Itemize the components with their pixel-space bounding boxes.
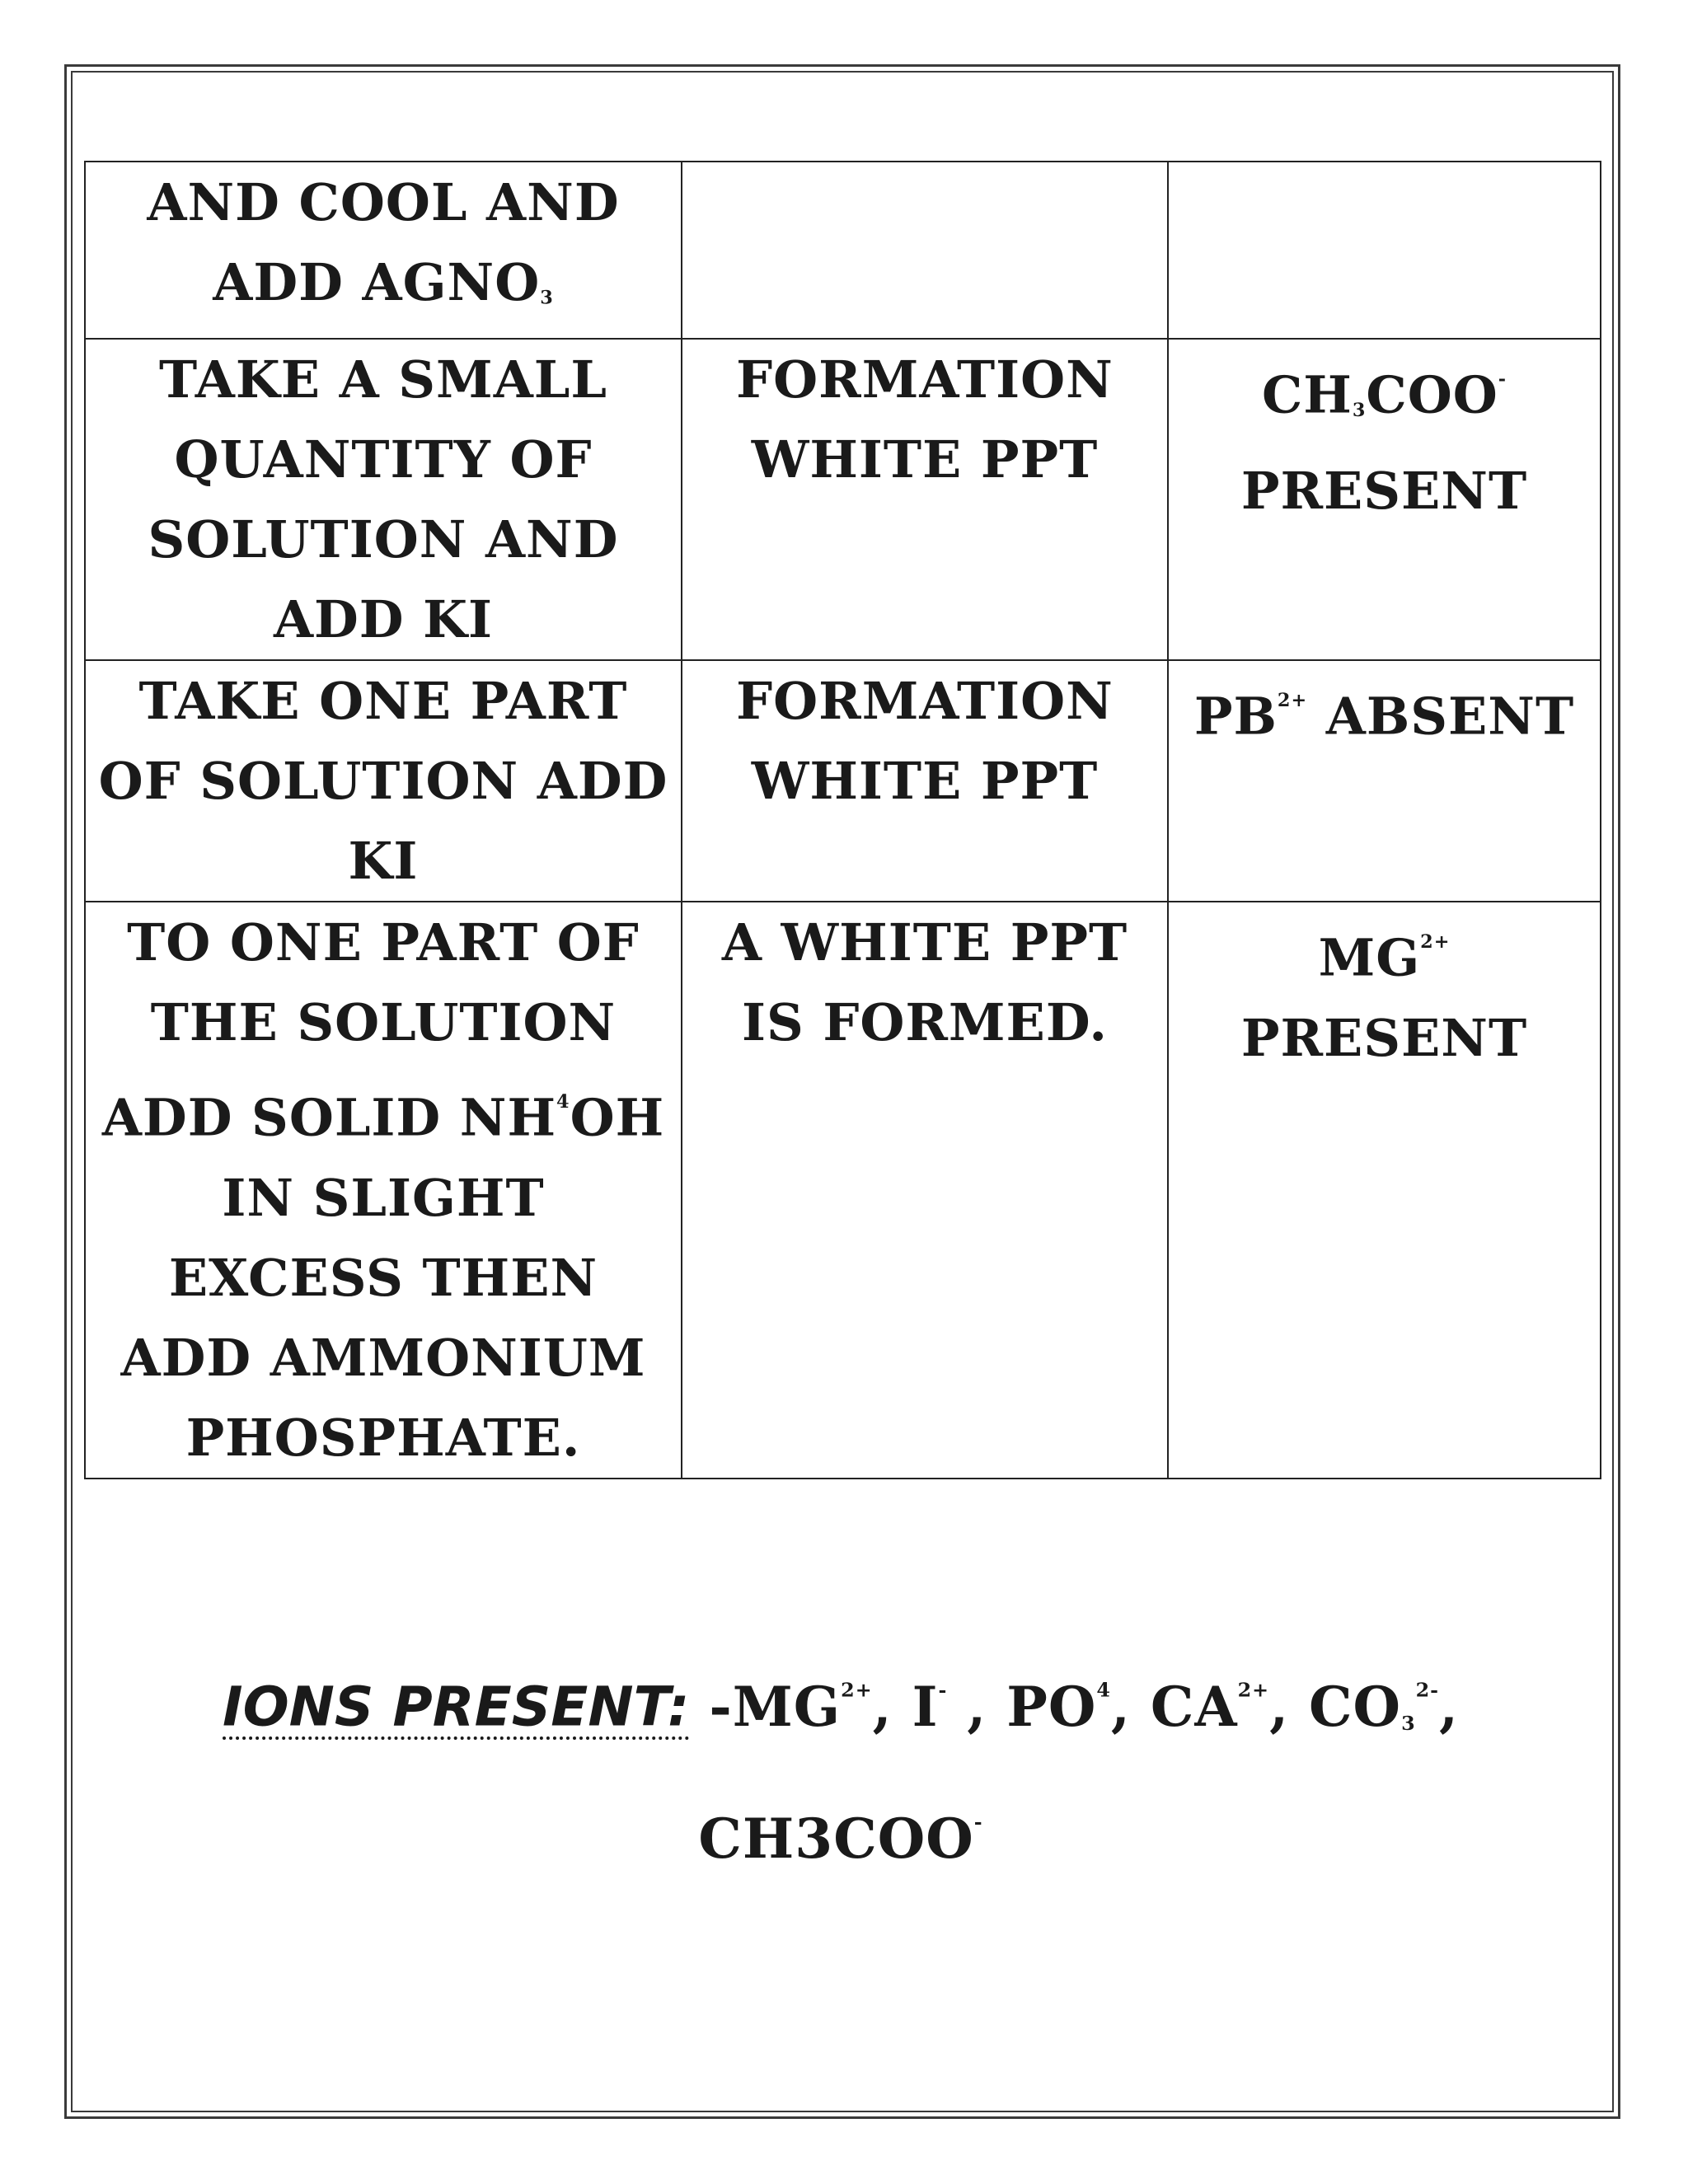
table-row <box>85 660 1601 902</box>
inference-text: PRESENT <box>1240 461 1528 522</box>
observation-text: FORMATION WHITE PPT <box>736 349 1114 490</box>
ions-present-label: IONS PRESENT: <box>223 1675 690 1739</box>
table-row <box>85 339 1601 660</box>
subscript: 3 <box>1352 400 1367 422</box>
results-table <box>84 161 1601 1479</box>
experiment-text: OH IN SLIGHT EXCESS THEN ADD AMMONIUM PHOSPHATE. <box>120 1087 665 1468</box>
superscript: 2+ <box>1277 690 1308 712</box>
inference-cell <box>1168 162 1601 339</box>
table-row <box>85 162 1601 339</box>
experiment-text: TAKE A SMALL QUANTITY OF SOLUTION AND ADD KI <box>148 349 619 650</box>
table-row <box>85 902 1601 1478</box>
experiment-text: TO ONE PART OF THE SOLUTION ADD SOLID NH <box>101 912 640 1148</box>
superscript: 2+ <box>841 1678 873 1701</box>
observation-cell <box>682 162 1168 339</box>
observation-cell <box>682 339 1168 660</box>
superscript: - <box>938 1678 948 1701</box>
ion-po: PO <box>1006 1674 1097 1739</box>
observation-text: FORMATION WHITE PPT <box>736 671 1114 812</box>
ion-mg: MG <box>732 1674 842 1739</box>
experiment-cell <box>85 902 682 1478</box>
experiment-cell <box>85 660 682 902</box>
observation-cell <box>682 902 1168 1478</box>
superscript: 2+ <box>1237 1678 1270 1701</box>
separator: , <box>1269 1674 1310 1739</box>
ion-ca: CA <box>1150 1674 1238 1739</box>
superscript: 2- <box>1415 1678 1439 1701</box>
dash: - <box>689 1674 733 1739</box>
ion-co: CO <box>1309 1674 1402 1739</box>
superscript: 4 <box>1096 1678 1111 1701</box>
superscript: - <box>1498 368 1507 391</box>
subscript: 3 <box>1401 1711 1416 1735</box>
separator: , <box>1110 1674 1151 1739</box>
ions-present-summary <box>124 1640 1558 1888</box>
separator: , <box>872 1674 912 1739</box>
observation-text: A WHITE PPT IS FORMED. <box>721 912 1128 1053</box>
inference-text: ABSENT <box>1307 686 1575 747</box>
superscript: 4 <box>556 1091 570 1113</box>
inference-text: PRESENT <box>1240 1007 1528 1068</box>
inference-text: PB <box>1193 686 1278 747</box>
inference-cell <box>1168 902 1601 1478</box>
inference-cell <box>1168 339 1601 660</box>
inference-text: COO <box>1366 364 1498 425</box>
subscript: 3 <box>540 287 554 309</box>
superscript: 2+ <box>1420 931 1451 954</box>
inference-text: CH <box>1261 364 1353 425</box>
observation-cell <box>682 660 1168 902</box>
experiment-cell <box>85 339 682 660</box>
experiment-text: TAKE ONE PART OF SOLUTION ADD KI <box>98 671 668 892</box>
experiment-text: AND COOL AND ADD AGNO <box>147 172 620 312</box>
inference-cell <box>1168 660 1601 902</box>
ion-ch3coo: CH3COO <box>698 1807 974 1871</box>
experiment-cell <box>85 162 682 339</box>
inference-text: MG <box>1318 927 1421 988</box>
superscript: - <box>973 1810 983 1834</box>
separator: , <box>1438 1674 1459 1739</box>
ions-present-list <box>689 1675 1459 1871</box>
ion-i: I <box>912 1674 939 1739</box>
separator: , <box>947 1674 1007 1739</box>
